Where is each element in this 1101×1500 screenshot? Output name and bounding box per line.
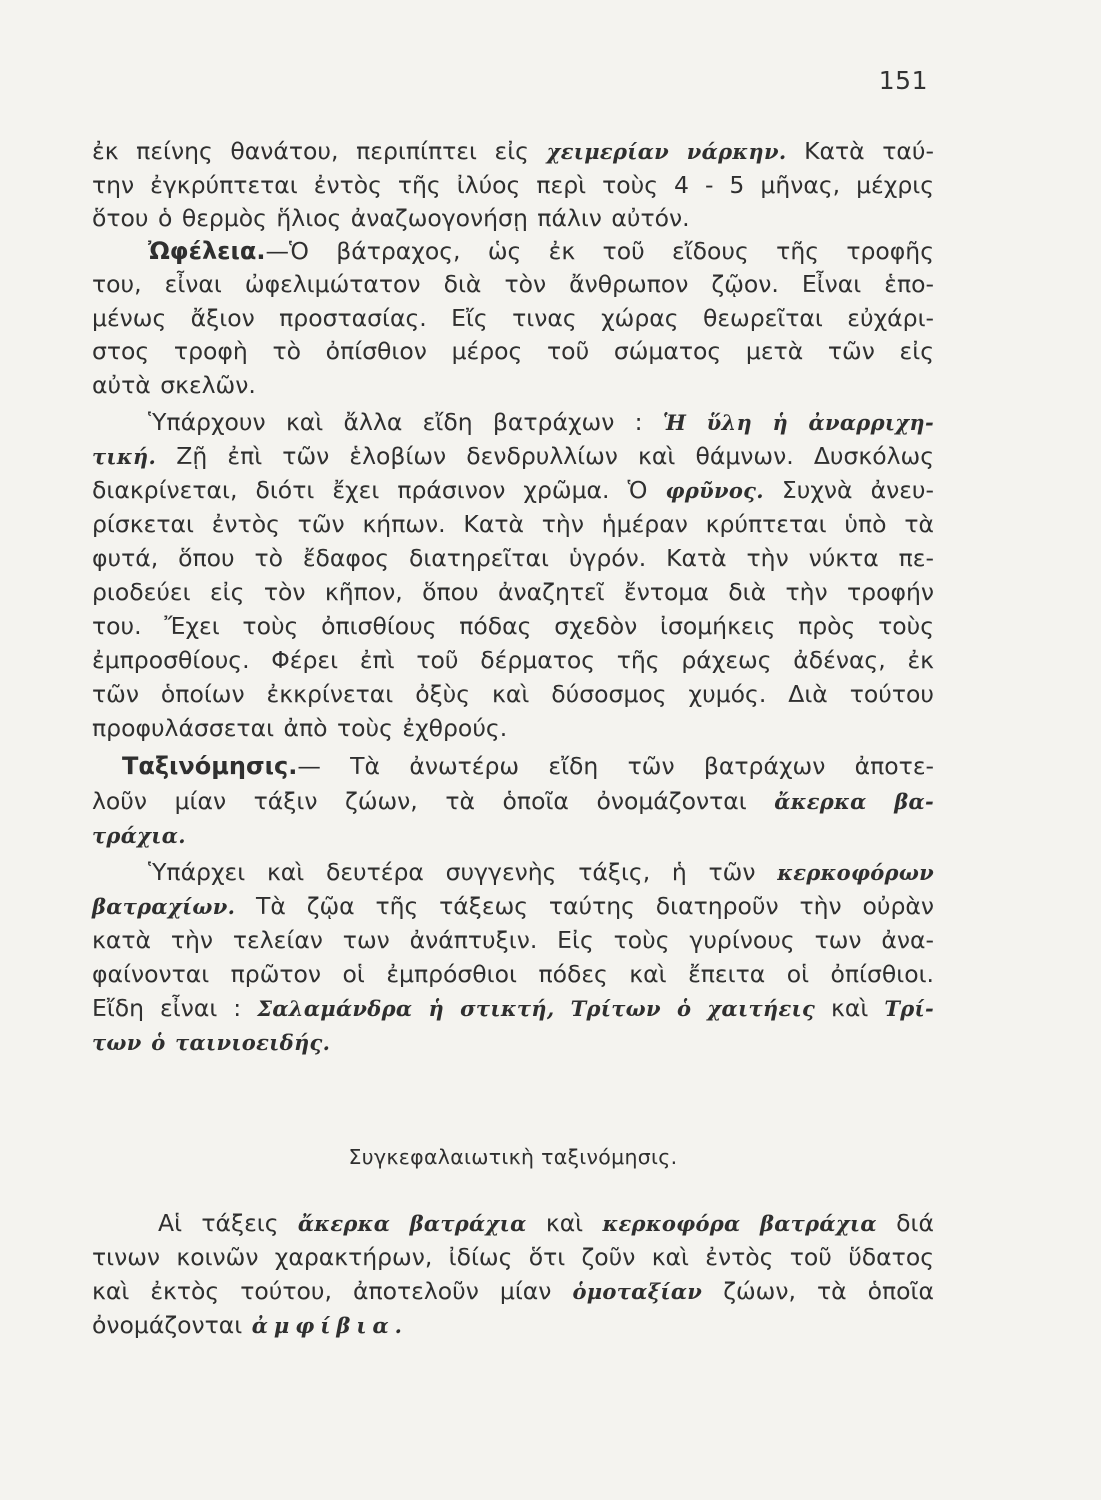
text-line <box>92 925 934 955</box>
text-segment: κατὰ τὴν τελείαν των ἀνάπτυξιν. Εἰς τοὺς γυρίνους των ἀνα- <box>92 926 934 954</box>
text-segment: καὶ <box>526 1209 603 1237</box>
text-line <box>92 370 934 400</box>
text-line <box>92 820 934 851</box>
text-segment: ζώων, τὰ ὁποῖα <box>702 1277 934 1305</box>
text-segment: Ὑπάρχει καὶ δευτέρα συγγενὴς τάξις, ἡ τῶν <box>148 858 778 886</box>
text-segment: φυτά, ὅπου τὸ ἔδαφος διατηρεῖται ὑγρόν. Κατὰ τὴν νύκτα πε- <box>92 544 934 572</box>
emphasis-term: ὁμοταξίαν <box>572 1279 703 1304</box>
text-line <box>92 1242 934 1272</box>
text-line <box>92 577 934 607</box>
summary-heading: Συγκεφαλαιωτικὴ ταξινόμησις. <box>348 1145 678 1169</box>
text-segment: διακρίνεται, διότι ἔχει πράσινον χρῶμα. Ὁ <box>92 476 666 504</box>
text-line <box>92 509 934 539</box>
section-ofeleia-line <box>148 236 934 266</box>
text-segment: ὅτου ὁ θερμὸς ἥλιος ἀναζωογονήσῃ πάλιν αὐτόν. <box>92 204 690 232</box>
text-segment: προφυλάσσεται ἀπὸ τοὺς ἐχθρούς. <box>92 714 508 742</box>
text-line <box>92 1310 934 1341</box>
text-line <box>92 303 934 333</box>
text-segment: του, εἶναι ὠφελιμώτατον διὰ τὸν ἄνθρωπον ζῷον. Εἶναι ἑπο- <box>92 270 934 298</box>
emphasis-term: χειμερίαν νάρκην. <box>546 139 787 164</box>
text-line <box>92 269 934 299</box>
emphasis-term: των ὁ ταινιοειδής. <box>92 1030 331 1055</box>
emphasis-term: κερκοφόρα βατράχια <box>602 1211 877 1236</box>
text-segment: Ὑπάρχουν καὶ ἄλλα εἴδη βατράχων : <box>148 408 663 436</box>
text-line <box>92 441 934 472</box>
text-line <box>92 679 934 709</box>
text-line <box>92 891 934 922</box>
text-segment: τῶν ὁποίων ἐκκρίνεται ὀξὺς καὶ δύσοσμος χυμός. Διὰ τούτου <box>92 680 934 708</box>
text-segment: Συχνὰ ἀνευ- <box>763 476 934 504</box>
text-segment: λοῦν μίαν τάξιν ζώων, τὰ ὁποῖα ὀνομάζονται <box>92 787 775 815</box>
text-line <box>92 1027 934 1058</box>
text-line <box>92 203 934 233</box>
emphasis-term: Σαλαμάνδρα ἡ στικτή, Τρίτων ὁ χαιτήεις <box>257 996 816 1021</box>
emphasis-term: Ἡ ὕλη ἡ ἀναρριχη- <box>662 410 934 435</box>
section-title: Ὠφέλεια. <box>148 237 266 265</box>
text-segment: ὀνομάζονται <box>92 1311 252 1339</box>
text-segment: —Ὁ βάτραχος, ὡς ἐκ τοῦ εἴδους τῆς τροφῆς <box>265 237 934 265</box>
text-line <box>148 407 934 438</box>
text-line <box>92 170 934 200</box>
text-line <box>148 857 934 888</box>
emphasis-term: ἄκερκα βα- <box>774 789 934 814</box>
text-line <box>158 1208 934 1239</box>
text-segment: την ἐγκρύπτεται ἐντὸς τῆς ἰλύος περὶ τοὺς 4 - 5 μῆνας, μέχρις <box>92 171 934 199</box>
text-segment: Κατὰ ταύ- <box>786 137 934 165</box>
text-segment: ριοδεύει εἰς τὸν κῆπον, ὅπου ἀναζητεῖ ἔντομα διὰ τὴν τροφήν <box>92 578 934 606</box>
text-segment: καὶ ἐκτὸς τούτου, ἀποτελοῦν μίαν <box>92 1277 573 1305</box>
emphasis-term: Τρί- <box>884 996 935 1021</box>
text-segment: στος τροφὴ τὸ ὀπίσθιον μέρος τοῦ σώματος μετὰ τῶν εἰς <box>92 337 934 365</box>
text-line <box>92 713 934 743</box>
section-taxinomisis-line <box>122 751 934 781</box>
text-segment: φαίνονται πρῶτον οἱ ἐμπρόσθιοι πόδες καὶ ἔπειτα οἱ ὀπίσθιοι. <box>92 960 934 988</box>
text-segment: μένως ἄξιον προστασίας. Εἴς τινας χώρας θεωρεῖται εὐχάρι- <box>92 304 934 332</box>
section-title: Ταξινόμησις. <box>122 752 298 780</box>
emphasis-term: τική. <box>92 444 157 469</box>
text-segment: τινων κοινῶν χαρακτήρων, ἰδίως ὅτι ζοῦν καὶ ἐντὸς τοῦ ὕδατος <box>92 1243 934 1271</box>
emphasis-term: κερκοφόρων <box>777 860 934 885</box>
text-line <box>92 959 934 989</box>
text-segment: καὶ <box>815 994 885 1022</box>
text-line <box>92 336 934 366</box>
text-line <box>92 543 934 573</box>
text-line <box>92 786 934 817</box>
emphasis-term: βατραχίων. <box>92 894 236 919</box>
text-segment: του. Ἔχει τοὺς ὀπισθίους πόδας σχεδὸν ἰσομήκεις πρὸς τοὺς <box>92 612 934 640</box>
text-segment: ἐμπροσθίους. Φέρει ἐπὶ τοῦ δέρματος τῆς ράχεως ἀδένας, ἐκ <box>92 646 934 674</box>
text-line <box>92 645 934 675</box>
text-line <box>92 475 934 506</box>
emphasis-term: ἀμφίβια. <box>251 1313 408 1338</box>
text-segment: Ζῇ ἐπὶ τῶν ἑλοβίων δενδρυλλίων καὶ θάμνων. Δυσκόλως <box>156 442 934 470</box>
text-segment: αὐτὰ σκελῶν. <box>92 371 256 399</box>
text-segment: — Τὰ ἀνωτέρω εἴδη τῶν βατράχων ἀποτε- <box>297 752 934 780</box>
text-segment: διά <box>876 1209 934 1237</box>
emphasis-term: ἄκερκα βατράχια <box>297 1211 527 1236</box>
text-segment: Αἱ τάξεις <box>158 1209 298 1237</box>
emphasis-term: τράχια. <box>92 823 186 848</box>
text-segment: ρίσκεται ἐντὸς τῶν κήπων. Κατὰ τὴν ἡμέραν κρύπτεται ὑπὸ τὰ <box>92 510 934 538</box>
text-segment: Τὰ ζῷα τῆς τάξεως ταύτης διατηροῦν τὴν οὐρὰν <box>235 892 934 920</box>
text-line <box>92 611 934 641</box>
text-line <box>92 136 934 167</box>
text-segment: ἐκ πείνης θανάτου, περιπίπτει εἰς <box>92 137 547 165</box>
text-line <box>92 1276 934 1307</box>
text-line <box>92 993 934 1024</box>
emphasis-term: φρῦνος. <box>665 478 764 503</box>
text-segment: Εἴδη εἶναι : <box>92 994 258 1022</box>
page-number: 151 <box>878 66 928 95</box>
